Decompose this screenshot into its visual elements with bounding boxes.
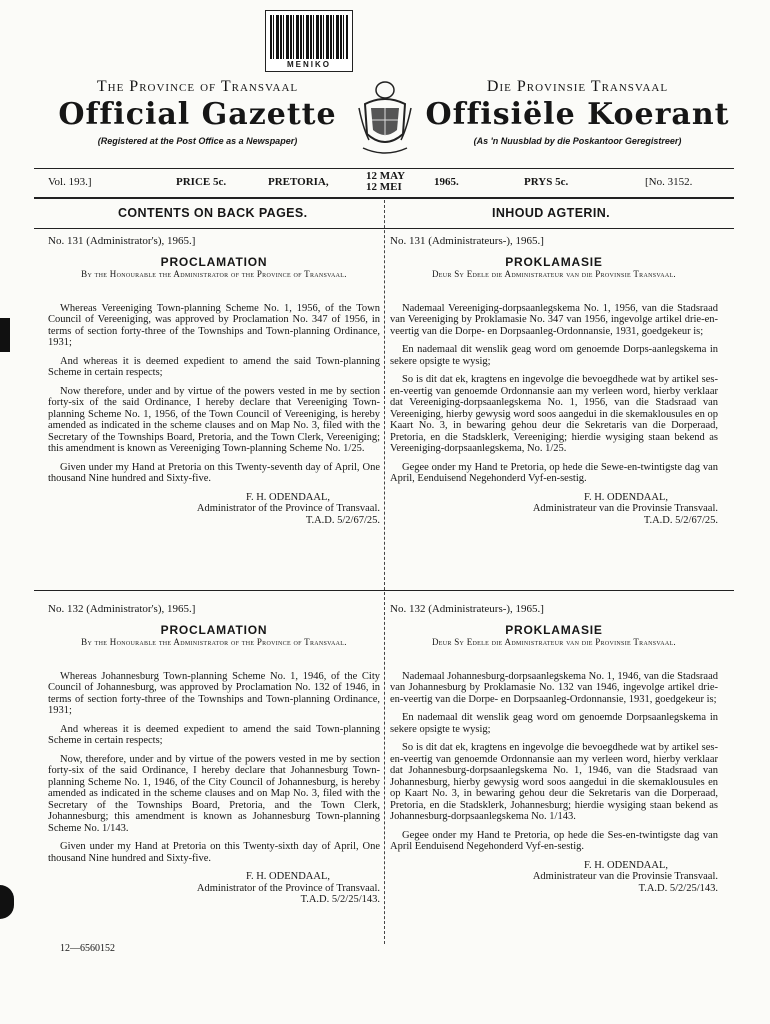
paragraph: Now therefore, under and by virtue of the powers vested in me by section forty-six of the said Ordinance, I hereby declare that Vereeniging Town-planning Scheme No. 1, 1956, of the Town Council of Vereeniging, is hereby amended as indicated in the scheme clauses and on Map No. 3, filed with the Secretary of the Townships Board, Pretoria, and the Town Clerk, Vereeniging; this amendment is known as Vereeniging Town-planning Scheme No. 1/25.: [48, 385, 380, 454]
issuer-line: By the Honourable the Administrator of the Province of Transvaal.: [81, 636, 347, 647]
paragraph: Now, therefore, under and by virtue of the powers vested in me by section forty-six of the said Ordinance, I hereby declare that Johannesburg Town-planning Scheme No. 1, 1946, of the City Council of Johannesburg, is hereby amended as indicated in the scheme clauses and on Map No. 3, filed with the Secretary of the Townships Board, Pretoria, and the Town Clerk, Johannesburg; this amendment is known as Johannesburg Town-planning Scheme No. 1/143.: [48, 753, 380, 834]
paragraph: Nademaal Johannesburg-dorpsaanlegskema No. 1, 1946, van die Stadsraad van Johannesburg by Proklamasie No. 132 van 1946, ingevolge artikel drie-en-veertig van die Dorpe- en Dorpsaanleg-Ordonnansie, 1931, goedgekeur is;: [390, 670, 718, 705]
masthead-english: [40, 78, 355, 148]
signatory-name: F. H. ODENDAAL,: [245, 871, 330, 882]
signature-block: [390, 860, 718, 895]
proclamation-heading: PROKLAMASIE: [505, 254, 603, 269]
price-english: PRICE 5c.: [176, 176, 227, 188]
reference-number: T.A.D. 5/2/67/25.: [643, 514, 718, 526]
paragraph: So is dit dat ek, kragtens en ingevolge die bevoegdhede wat by artikel ses-en-veertig van genoemde Ordonnansie aan my verleen word, hierby verklaar dat Johannesburg-dorpsaanlegskema No. 1, 1946, van die Stadsraad van Johannesburg, hierby gewysig word soos aangedui in die skemaklousules en op Kaart No. 3, in bewaring gehou deur die Sekretaris van die Dorperaad, Pretoria, en die Stadsklerk, Johannesburg; hierdie wysiging staan bekend as Johannesburg-dorpsaanlegskema No. 1/143.: [390, 742, 718, 822]
signatory-name: F. H. ODENDAAL,: [583, 859, 668, 871]
issuer-line: Deur Sy Edele die Administrateur van die Provinsie Transvaal.: [431, 268, 676, 279]
contents-english: CONTENTS ON BACK PAGES.: [118, 206, 308, 220]
paragraph: Given under my Hand at Pretoria on this Twenty-sixth day of April, One thousand Nine hundred and Sixty-five.: [48, 841, 380, 864]
notice-number: No. 132 (Administrator's), 1965.]: [48, 603, 196, 615]
notice-number: No. 131 (Administrator's), 1965.]: [48, 235, 196, 247]
reference-number: T.A.D. 5/2/67/25.: [305, 514, 380, 526]
province-name-english: The Province of Transvaal: [96, 78, 299, 95]
paragraph: En nademaal dit wenslik geag word om genoemde Dorpsaanlegskema in sekere opsigte te wysig;: [390, 712, 718, 735]
column-divider-top: [384, 200, 385, 590]
signatory-title: Administrator of the Province of Transvaal.: [196, 882, 380, 894]
paragraph: Gegee onder my Hand te Pretoria, op hede die Ses-en-twintigste dag van April Eenduisend Negehonderd Vyf-en-sestig.: [390, 829, 718, 852]
paragraph: Whereas Vereeniging Town-planning Scheme No. 1, 1956, of the Town Council of Vereeniging, was approved by Proclamation No. 347 of 1956, in terms of section forty-three of the Townships and Town-planning Ordinance, 1931;: [48, 302, 380, 348]
province-name-afrikaans: Die Provinsie Transvaal: [486, 78, 669, 95]
proclamation-heading: PROKLAMASIE: [505, 622, 603, 637]
masthead-afrikaans: [420, 78, 735, 148]
issuer-line: By the Honourable the Administrator of the Province of Transvaal.: [81, 268, 347, 279]
info-rule-bottom: [34, 197, 734, 199]
contents-afrikaans: INHOUD AGTERIN.: [492, 206, 611, 220]
paragraph: And whereas it is deemed expedient to amend the said Town-planning Scheme in certain respects;: [48, 723, 380, 746]
signatory-name: F. H. ODENDAAL,: [583, 491, 668, 503]
date-afrikaans: 12 MEI: [366, 181, 402, 193]
notice-number: No. 132 (Administrateurs-), 1965.]: [390, 603, 544, 615]
signatory-title: Administrator of the Province of Transvaal.: [196, 503, 380, 514]
paragraph: Whereas Johannesburg Town-planning Scheme No. 1, 1946, of the City Council of Johannesburg, was approved by Proclamation No. 132 of 1946, in terms of section forty-three of the Townships and Town-planning Ordinance, 1931;: [48, 670, 380, 716]
signatory-name: F. H. ODENDAAL,: [245, 491, 330, 503]
reference-number: T.A.D. 5/2/25/143.: [300, 894, 380, 905]
info-rule-top: [34, 168, 734, 169]
gazette-title-afrikaans: Offisiële Koerant: [425, 97, 730, 132]
scan-hole-mark: [0, 885, 14, 919]
registered-note-english: (Registered at the Post Office as a Newspaper): [97, 136, 298, 146]
place: PRETORIA,: [268, 176, 329, 188]
paragraph: Gegee onder my Hand te Pretoria, op hede die Sewe-en-twintigste dag van April, Eenduisend Negehonderd Vyf-en-sestig.: [390, 461, 718, 484]
proclamation-heading: PROCLAMATION: [160, 622, 268, 637]
price-afrikaans: PRYS 5c.: [524, 176, 569, 188]
scan-margin-mark: [0, 318, 10, 352]
notice-132-afrikaans: [390, 604, 718, 894]
gazette-title-english: Official Gazette: [58, 97, 337, 132]
signature-block: [48, 871, 380, 906]
issuer-line: Deur Sy Edele die Administrateur van die Provinsie Transvaal.: [431, 636, 676, 647]
paragraph: And whereas it is deemed expedient to amend the said Town-planning Scheme in certain respects;: [48, 355, 380, 378]
notice-number: No. 131 (Administrateurs-), 1965.]: [390, 235, 544, 247]
barcode: [265, 10, 353, 72]
paragraph: Given under my Hand at Pretoria on this Twenty-seventh day of April, One thousand Nine hundred and Sixty-five.: [48, 461, 380, 484]
issue-number: [No. 3152.: [645, 176, 693, 188]
paragraph: So is dit dat ek, kragtens en ingevolge die bevoegdhede wat by artikel ses-en-veertig van genoemde Ordonnansie aan my verleen word, hierby verklaar dat Vereeniging-dorpsaanlegskema No. 1, 1956, van die Stadsraad van Vereeniging, hierby gewysig word soos aangedui in die skemaklousules en op Kaart No. 3, in bewaring gehou deur die Sekretaris van die Dorperaad, Pretoria, en die Stadsklerk, Vereeniging; hierdie wysiging staan bekend as Vereeniging-dorpsaanlegskema, No. 1/25.: [390, 374, 718, 454]
signature-block: [48, 492, 380, 527]
signature-block: [390, 492, 718, 527]
print-code: 12—6560152: [60, 943, 115, 954]
column-divider-bottom: [384, 592, 385, 944]
coat-of-arms-icon: [357, 78, 413, 162]
notice-separator: [34, 590, 734, 591]
signatory-title: Administrateur van die Provinsie Transvaal.: [532, 871, 718, 882]
registered-note-afrikaans: (As 'n Nuusblad by die Poskantoor Geregistreer): [473, 136, 682, 146]
year: 1965.: [434, 176, 459, 188]
barcode-label: MENIKO: [287, 60, 331, 69]
notice-131-afrikaans: [390, 236, 718, 526]
notice-131-english: [48, 236, 380, 526]
paragraph: En nademaal dit wenslik geag word om genoemde Dorps-aanlegskema in sekere opsigte te wysig;: [390, 344, 718, 367]
date-english: 12 MAY: [366, 170, 406, 182]
volume-number: Vol. 193.]: [48, 176, 92, 188]
signatory-title: Administrateur van die Provinsie Transvaal.: [532, 503, 718, 514]
barcode-bars: [270, 15, 348, 59]
reference-number: T.A.D. 5/2/25/143.: [638, 882, 718, 894]
proclamation-heading: PROCLAMATION: [160, 254, 268, 269]
paragraph: Nademaal Vereeniging-dorpsaanlegskema No. 1, 1956, van die Stadsraad van Vereeniging by Proklamasie No. 347 van 1956, ingevolge artikel drie-en-veertig van die Dorpe- en Dorpsaanleg-Ordonnansie, 1931, goedgekeur is;: [390, 302, 718, 337]
notice-132-english: [48, 604, 380, 906]
